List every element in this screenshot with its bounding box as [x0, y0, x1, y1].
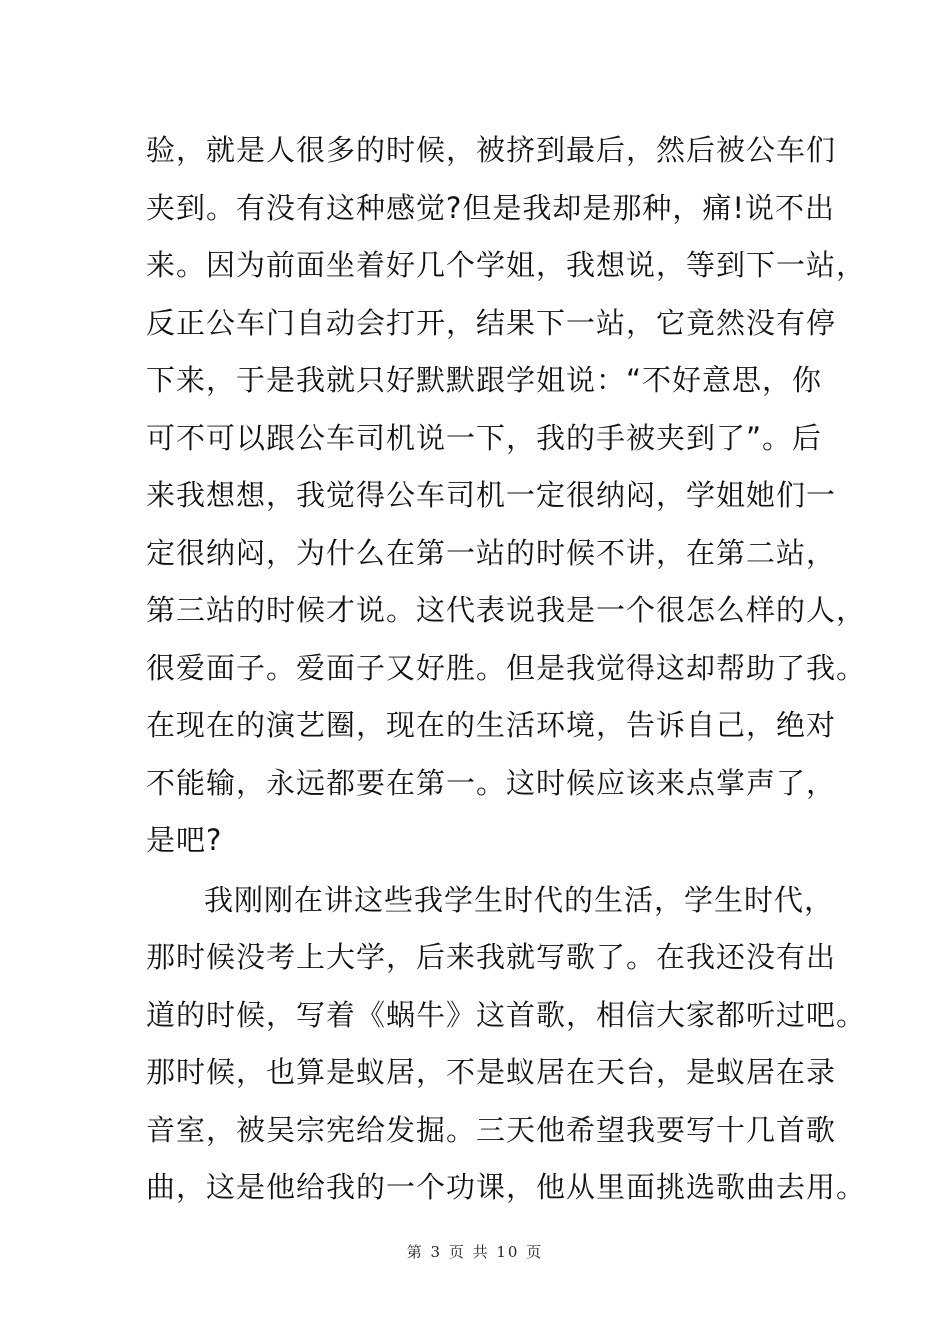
- text-line: 曲，这是他给我的一个功课，他从里面挑选歌曲去用。: [146, 1170, 867, 1204]
- text-line: 来我想想，我觉得公车司机一定很纳闷，学姐她们一: [146, 478, 837, 512]
- text-line: 反正公车门自动会打开，结果下一站，它竟然没有停: [146, 305, 837, 340]
- text-line: 验，就是人很多的时候，被挤到最后，然后被公车们: [146, 133, 837, 167]
- text-line: 音室，被吴宗宪给发掘。三天他希望我要写十几首歌: [146, 1112, 837, 1147]
- text-line: 可不可以跟公车司机说一下，我的手被夹到了”。后: [146, 420, 823, 455]
- paragraph-2: [146, 872, 867, 1217]
- text-line: 第三站的时候才说。这代表说我是一个很怎么样的人，: [146, 593, 867, 627]
- text-line: 不能输，永远都要在第一。这时候应该来点掌声了，: [146, 765, 837, 800]
- paragraph-1: [146, 122, 867, 870]
- text-line: 在现在的演艺圈，现在的生活环境，告诉自己，绝对: [146, 708, 837, 742]
- text-line: 夹到。有没有这种感觉?但是我却是那种，痛!说不出: [146, 190, 836, 225]
- text-line: 道的时候，写着《蜗牛》这首歌，相信大家都听过吧。: [146, 997, 867, 1032]
- text-line: 是吧?: [146, 823, 223, 857]
- text-line: 我刚刚在讲这些我学生时代的生活，学生时代，: [204, 882, 835, 917]
- page-number-footer: 第 3 页 共 10 页: [406, 1243, 544, 1261]
- document-body: [146, 122, 867, 1217]
- text-line: 那时候，也算是蚁居，不是蚁居在天台，是蚁居在录: [146, 1055, 837, 1089]
- text-line: 来。因为前面坐着好几个学姐，我想说，等到下一站，: [146, 248, 867, 282]
- text-line: 定很纳闷，为什么在第一站的时候不讲，在第二站，: [146, 535, 837, 570]
- text-line: 很爱面子。爱面子又好胜。但是我觉得这却帮助了我。: [146, 650, 867, 685]
- text-line: 下来，于是我就只好默默跟学姐说：“不好意思，你: [146, 363, 823, 397]
- text-line: 那时候没考上大学，后来我就写歌了。在我还没有出: [146, 940, 837, 974]
